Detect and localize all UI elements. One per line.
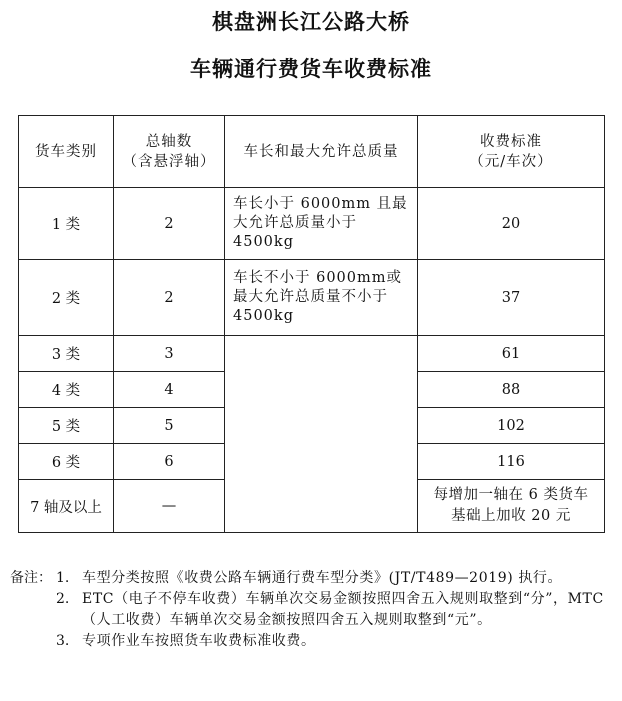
category-cell: 6 类 (19, 444, 114, 480)
note-number: 1. (56, 570, 70, 586)
spec-cell: 车长不小于 6000mm或最大允许总质量不小于4500kg (225, 260, 418, 336)
fee-cell: 116 (418, 444, 605, 480)
category-cell: 4 类 (19, 372, 114, 408)
header-spec: 车长和最大允许总质量 (225, 116, 418, 188)
header-fee-line1: 收费标准 (480, 133, 542, 150)
notes-section (10, 568, 610, 652)
document-title: 棋盘洲长江公路大桥 (212, 10, 410, 34)
note-text: ETC（电子不停车收费）车辆单次交易金额按照四舍五入规则取整到“分”，MTC（人工收费）车辆单次交易金额按照四舍五入规则取整到“元”。 (82, 591, 604, 628)
header-fee-line2: （元/车次） (469, 153, 553, 170)
note-text: 车型分类按照《收费公路车辆通行费车型分类》(JT/T489—2019) 执行。 (82, 570, 563, 586)
spec-merged-empty-cell (225, 336, 418, 533)
category-cell: 1 类 (19, 188, 114, 260)
axles-cell: 3 (114, 336, 225, 372)
fee-table (18, 115, 605, 533)
fee-cell: 37 (418, 260, 605, 336)
header-axles-line2: （含悬浮轴） (122, 153, 216, 170)
axles-cell: 5 (114, 408, 225, 444)
category-cell: 5 类 (19, 408, 114, 444)
table-row (19, 260, 605, 336)
note-number: 3. (56, 633, 70, 649)
header-axles (114, 116, 225, 188)
spec-cell: 车长小于 6000mm 且最大允许总质量小于4500kg (225, 188, 418, 260)
note-item (10, 568, 610, 589)
axles-cell: 4 (114, 372, 225, 408)
note-number: 2. (56, 591, 70, 607)
header-axles-line1: 总轴数 (145, 133, 193, 150)
note-item (10, 589, 610, 631)
axles-cell: 2 (114, 260, 225, 336)
category-cell: 2 类 (19, 260, 114, 336)
table-header-row (19, 116, 605, 188)
axles-cell: 6 (114, 444, 225, 480)
table-row (19, 188, 605, 260)
fee-cell: 102 (418, 408, 605, 444)
fee-cell: 20 (418, 188, 605, 260)
category-cell: 3 类 (19, 336, 114, 372)
header-fee (418, 116, 605, 188)
axles-cell: — (114, 480, 225, 533)
fee-note-line2: 基础上加收 20 元 (451, 508, 571, 524)
note-text: 专项作业车按照货车收费标准收费。 (82, 633, 316, 649)
fee-cell (418, 480, 605, 533)
notes-label: 备注： (10, 570, 52, 586)
table-row (19, 336, 605, 372)
note-item (10, 631, 610, 652)
fee-note-line1: 每增加一轴在 6 类货车 (433, 487, 589, 503)
category-cell: 7 轴及以上 (19, 480, 114, 533)
header-category: 货车类别 (19, 116, 114, 188)
fee-cell: 88 (418, 372, 605, 408)
document-subtitle: 车辆通行费货车收费标准 (190, 57, 432, 81)
fee-cell: 61 (418, 336, 605, 372)
axles-cell: 2 (114, 188, 225, 260)
